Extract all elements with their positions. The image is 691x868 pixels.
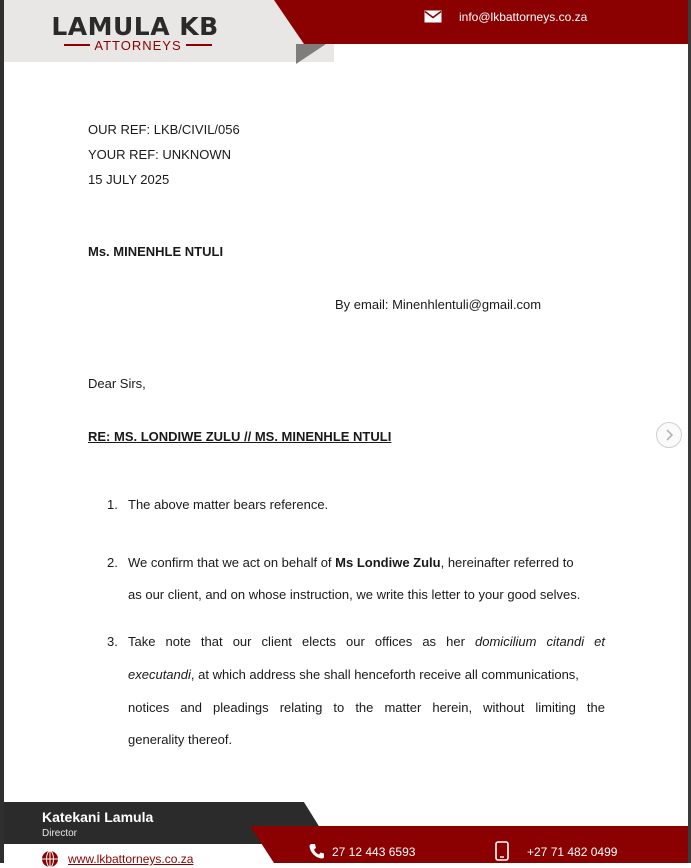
your-reference: YOUR REF: UNKNOWN — [88, 147, 231, 162]
letter-date: 15 JULY 2025 — [88, 172, 170, 187]
paragraph-2-line-1 — [128, 555, 574, 570]
logo-rule-left — [64, 44, 90, 46]
our-reference: OUR REF: LKB/CIVIL/056 — [88, 122, 240, 137]
page-edge-left — [0, 0, 4, 863]
latin-term: domicilium citandi et — [475, 634, 606, 649]
paragraph-2-line-2: as our client, and on whose instruction, we write this letter to your good selves. — [128, 587, 581, 602]
salutation: Dear Sirs, — [88, 376, 146, 391]
paragraph-1-text: The above matter bears reference. — [128, 497, 329, 512]
footer-office-phone[interactable]: 27 12 443 6593 — [332, 845, 416, 859]
envelope-icon — [424, 10, 442, 23]
signatory-name: Katekani Lamula — [42, 809, 154, 825]
footer-mobile-phone[interactable]: +27 71 482 0499 — [527, 845, 618, 859]
paragraph-3-line-2 — [128, 667, 579, 682]
paragraph-3-line-3: notices and pleadings relating to the matter herein, without limiting the — [128, 700, 605, 715]
paragraph-3-text: , at which address she shall henceforth receive all communications, — [190, 667, 579, 682]
paragraph-3-line-1 — [128, 634, 605, 649]
paragraph-1-number: 1. — [107, 497, 118, 512]
paragraph-2-number: 2. — [107, 555, 118, 570]
recipient-email: By email: Minenhlentuli@gmail.com — [335, 297, 542, 312]
client-name: Ms Londiwe Zulu — [335, 555, 441, 570]
firm-logo-subtitle — [58, 37, 218, 53]
firm-subtitle-text: ATTORNEYS — [94, 37, 182, 53]
signatory-role: Director — [42, 828, 78, 839]
paragraph-2-text: , hereinafter referred to — [440, 555, 574, 570]
logo-rule-right — [186, 44, 212, 46]
paragraph-2-text: We confirm that we act on behalf of — [128, 555, 336, 570]
next-page-button[interactable] — [656, 422, 682, 448]
globe-icon — [41, 850, 59, 868]
phone-icon — [308, 842, 326, 860]
chevron-right-icon — [664, 429, 674, 441]
footer-website-link[interactable]: www.lkbattorneys.co.za — [68, 852, 194, 866]
recipient-name: Ms. MINENHLE NTULI — [88, 244, 224, 259]
paragraph-3-number: 3. — [107, 634, 118, 649]
mobile-phone-icon — [495, 841, 509, 861]
paragraph-3-line-4: generality thereof. — [128, 732, 233, 747]
header-email[interactable]: info@lkbattorneys.co.za — [459, 10, 588, 24]
paragraph-3-text: Take note that our client elects our offices as her — [128, 634, 476, 649]
subject-line: RE: MS. LONDIWE ZULU // MS. MINENHLE NTULI — [88, 429, 392, 444]
firm-logo-name: LAMULA KB — [51, 12, 219, 41]
latin-term: executandi — [128, 667, 191, 682]
